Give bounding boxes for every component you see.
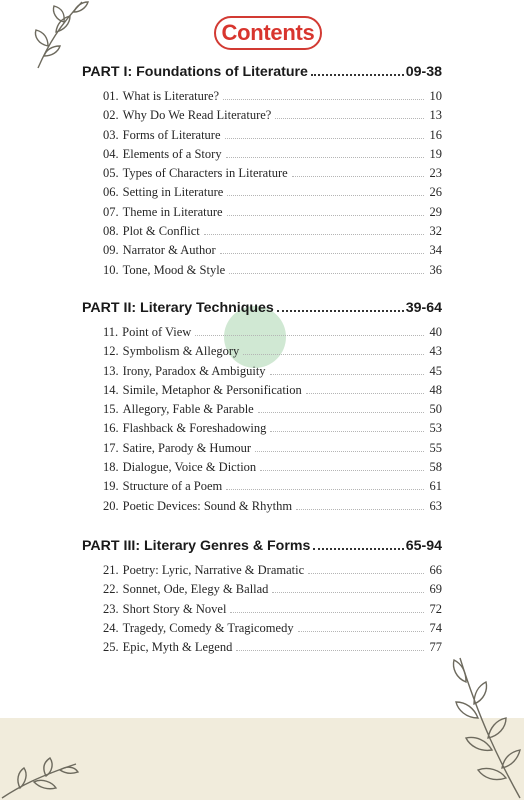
chapter-title: Setting in Literature bbox=[122, 185, 224, 200]
chapter-page: 13 bbox=[429, 108, 442, 123]
dot-leader bbox=[255, 451, 424, 452]
dot-leader bbox=[298, 631, 424, 632]
dot-leader bbox=[272, 592, 424, 593]
chapter-row[interactable] bbox=[103, 325, 442, 344]
chapter-row[interactable] bbox=[103, 128, 442, 147]
part-title: PART III: Literary Genres & Forms bbox=[82, 538, 311, 554]
chapter-number: 06. bbox=[103, 185, 119, 200]
chapter-row[interactable] bbox=[103, 479, 442, 498]
dot-leader bbox=[260, 470, 424, 471]
chapter-number: 04. bbox=[103, 146, 119, 161]
dot-leader bbox=[258, 412, 424, 413]
chapter-title: Tone, Mood & Style bbox=[122, 262, 226, 277]
chapter-number: 23. bbox=[103, 601, 119, 616]
part-heading bbox=[82, 538, 442, 560]
chapter-number: 10. bbox=[103, 262, 119, 277]
dot-leader bbox=[204, 234, 424, 235]
dot-leader bbox=[236, 650, 424, 651]
chapter-title: What is Literature? bbox=[122, 89, 220, 103]
chapter-title: Short Story & Novel bbox=[122, 601, 227, 616]
part-heading bbox=[82, 300, 442, 322]
chapter-title: Tragedy, Comedy & Tragicomedy bbox=[122, 620, 294, 635]
chapter-row[interactable] bbox=[103, 582, 442, 601]
dot-leader bbox=[227, 195, 424, 196]
chapter-row[interactable] bbox=[103, 205, 442, 224]
chapter-number: 03. bbox=[103, 127, 119, 142]
chapter-number: 17. bbox=[103, 440, 119, 455]
chapter-title: Structure of a Poem bbox=[122, 479, 223, 494]
chapter-list bbox=[103, 325, 442, 518]
chapter-row[interactable] bbox=[103, 640, 442, 659]
chapter-number: 07. bbox=[103, 204, 119, 219]
chapter-row[interactable] bbox=[103, 621, 442, 640]
chapter-row[interactable] bbox=[103, 166, 442, 185]
dot-leader bbox=[226, 489, 424, 490]
chapter-page: 69 bbox=[429, 582, 442, 597]
chapter-row[interactable] bbox=[103, 89, 442, 108]
dot-leader bbox=[230, 612, 424, 613]
chapter-page: 26 bbox=[429, 185, 442, 200]
chapter-title: Elements of a Story bbox=[122, 146, 222, 161]
dot-leader bbox=[243, 354, 424, 355]
chapter-title: Symbolism & Allegory bbox=[122, 344, 240, 359]
chapter-page: 43 bbox=[429, 344, 442, 359]
chapter-number: 09. bbox=[103, 243, 119, 258]
dot-leader bbox=[275, 118, 424, 119]
chapter-title: Narrator & Author bbox=[122, 243, 216, 258]
chapter-number: 25. bbox=[103, 640, 119, 655]
dot-leader bbox=[308, 573, 424, 574]
chapter-page: 10 bbox=[429, 89, 442, 103]
chapter-row[interactable] bbox=[103, 344, 442, 363]
chapter-number: 11. bbox=[103, 325, 119, 339]
chapter-title: Sonnet, Ode, Elegy & Ballad bbox=[122, 582, 269, 597]
chapter-page: 16 bbox=[429, 127, 442, 142]
dot-leader bbox=[229, 273, 424, 274]
chapter-row[interactable] bbox=[103, 602, 442, 621]
part-heading bbox=[82, 64, 442, 86]
chapter-title: Simile, Metaphor & Personification bbox=[122, 382, 302, 397]
dot-leader bbox=[313, 548, 403, 550]
chapter-page: 55 bbox=[429, 440, 442, 455]
page-title: Contents bbox=[214, 16, 322, 50]
chapter-page: 34 bbox=[429, 243, 442, 258]
dot-leader bbox=[225, 138, 424, 139]
chapter-row[interactable] bbox=[103, 402, 442, 421]
chapter-title: Epic, Myth & Legend bbox=[122, 640, 233, 655]
chapter-number: 01. bbox=[103, 89, 119, 103]
chapter-row[interactable] bbox=[103, 147, 442, 166]
part-title: PART I: Foundations of Literature bbox=[82, 64, 308, 80]
chapter-page: 29 bbox=[429, 204, 442, 219]
chapter-list bbox=[103, 563, 442, 659]
part-page-range: 39-64 bbox=[405, 300, 442, 316]
part-page-range: 65-94 bbox=[405, 538, 442, 554]
chapter-row[interactable] bbox=[103, 263, 442, 282]
chapter-number: 02. bbox=[103, 108, 119, 123]
chapter-row[interactable] bbox=[103, 441, 442, 460]
contents-part-3 bbox=[82, 538, 442, 659]
chapter-title: Forms of Literature bbox=[122, 127, 221, 142]
chapter-title: Poetry: Lyric, Narrative & Dramatic bbox=[122, 563, 305, 577]
chapter-page: 74 bbox=[429, 620, 442, 635]
chapter-title: Theme in Literature bbox=[122, 204, 223, 219]
chapter-page: 40 bbox=[429, 325, 442, 339]
chapter-page: 72 bbox=[429, 601, 442, 616]
dot-leader bbox=[223, 99, 424, 100]
chapter-row[interactable] bbox=[103, 224, 442, 243]
chapter-row[interactable] bbox=[103, 243, 442, 262]
dot-leader bbox=[270, 431, 424, 432]
dot-leader bbox=[311, 74, 404, 76]
leaf-branch-icon bbox=[0, 756, 80, 800]
dot-leader bbox=[306, 393, 424, 394]
chapter-page: 45 bbox=[429, 363, 442, 378]
dot-leader bbox=[292, 176, 424, 177]
chapter-title: Satire, Parody & Humour bbox=[122, 440, 252, 455]
dot-leader bbox=[226, 157, 424, 158]
chapter-page: 23 bbox=[429, 166, 442, 181]
dot-leader bbox=[296, 509, 424, 510]
chapter-page: 66 bbox=[429, 563, 442, 577]
dot-leader bbox=[270, 374, 424, 375]
chapter-number: 16. bbox=[103, 421, 119, 436]
chapter-title: Poetic Devices: Sound & Rhythm bbox=[122, 498, 293, 513]
chapter-page: 63 bbox=[429, 498, 442, 513]
chapter-title: Plot & Conflict bbox=[122, 224, 200, 239]
chapter-page: 77 bbox=[429, 640, 442, 655]
chapter-title: Allegory, Fable & Parable bbox=[122, 402, 254, 417]
chapter-number: 13. bbox=[103, 363, 119, 378]
chapter-number: 20. bbox=[103, 498, 119, 513]
chapter-page: 19 bbox=[429, 146, 442, 161]
chapter-title: Point of View bbox=[122, 325, 192, 339]
chapter-row[interactable] bbox=[103, 499, 442, 518]
chapter-row[interactable] bbox=[103, 364, 442, 383]
chapter-row[interactable] bbox=[103, 383, 442, 402]
chapter-page: 36 bbox=[429, 262, 442, 277]
chapter-number: 08. bbox=[103, 224, 119, 239]
chapter-page: 58 bbox=[429, 460, 442, 475]
chapter-number: 14. bbox=[103, 382, 119, 397]
chapter-row[interactable] bbox=[103, 563, 442, 582]
dot-leader bbox=[277, 310, 404, 312]
chapter-row[interactable] bbox=[103, 421, 442, 440]
chapter-page: 61 bbox=[429, 479, 442, 494]
chapter-page: 48 bbox=[429, 382, 442, 397]
chapter-number: 21. bbox=[103, 563, 119, 577]
chapter-number: 19. bbox=[103, 479, 119, 494]
part-page-range: 09-38 bbox=[405, 64, 442, 80]
chapter-row[interactable] bbox=[103, 185, 442, 204]
chapter-number: 05. bbox=[103, 166, 119, 181]
contents-part-2 bbox=[82, 300, 442, 518]
chapter-list bbox=[103, 89, 442, 282]
chapter-page: 53 bbox=[429, 421, 442, 436]
contents-part-1 bbox=[82, 64, 442, 282]
chapter-title: Flashback & Foreshadowing bbox=[122, 421, 267, 436]
chapter-title: Why Do We Read Literature? bbox=[122, 108, 272, 123]
chapter-number: 24. bbox=[103, 620, 119, 635]
chapter-page: 32 bbox=[429, 224, 442, 239]
dot-leader bbox=[195, 335, 424, 336]
chapter-title: Dialogue, Voice & Diction bbox=[122, 460, 257, 475]
chapter-number: 15. bbox=[103, 402, 119, 417]
chapter-row[interactable] bbox=[103, 460, 442, 479]
chapter-number: 18. bbox=[103, 460, 119, 475]
dot-leader bbox=[220, 253, 424, 254]
dot-leader bbox=[227, 215, 424, 216]
chapter-page: 50 bbox=[429, 402, 442, 417]
leaf-branch-icon bbox=[430, 652, 524, 800]
leaf-branch-icon bbox=[30, 0, 90, 70]
chapter-title: Types of Characters in Literature bbox=[122, 166, 288, 181]
chapter-number: 22. bbox=[103, 582, 119, 597]
chapter-row[interactable] bbox=[103, 108, 442, 127]
chapter-title: Irony, Paradox & Ambiguity bbox=[122, 363, 266, 378]
part-title: PART II: Literary Techniques bbox=[82, 300, 274, 316]
chapter-number: 12. bbox=[103, 344, 119, 359]
